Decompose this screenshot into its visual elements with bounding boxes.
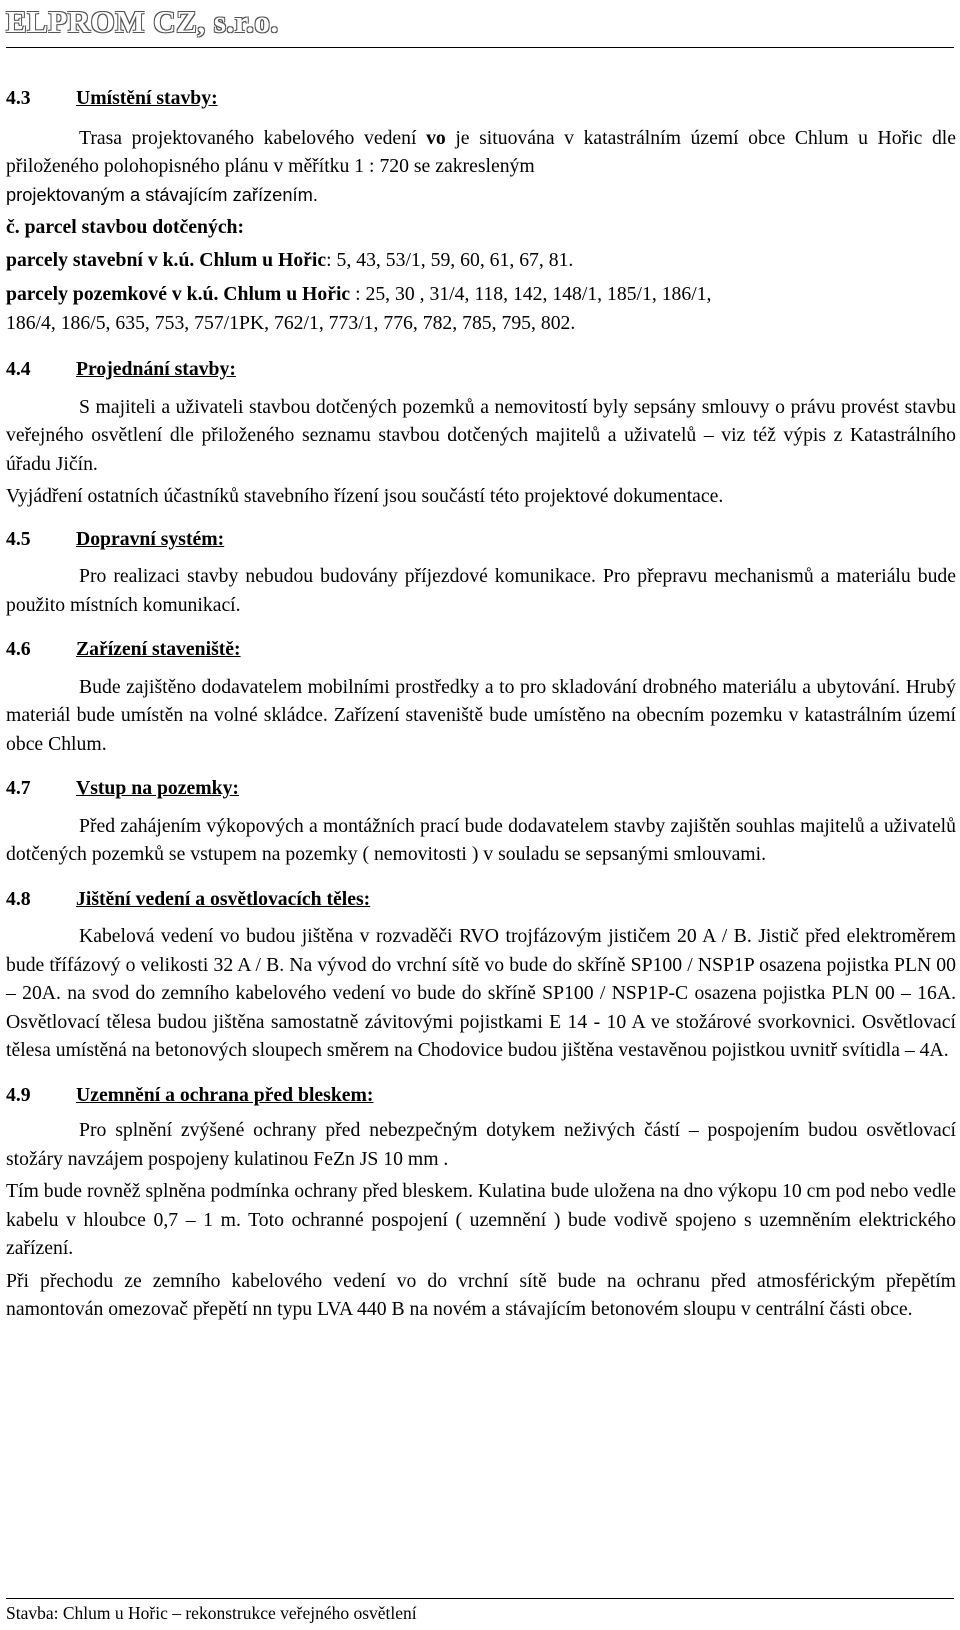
footer-text: Stavba: Chlum u Hořic – rekonstrukce veřejného osvětlení — [6, 1603, 417, 1623]
section-number: 4.5 — [6, 527, 31, 550]
footer-rule — [6, 1598, 954, 1599]
paragraph: Při přechodu ze zemního kabelového vedení vo do vrchní sítě bude na ochranu před atmosférickým přepětím namontován omezovač přepětí nn typu LVA 440 B na novém a stávajícím betonovém sloupu v centrální části obce. — [6, 1269, 956, 1320]
section-title: Vstup na pozemky: — [76, 777, 239, 799]
parcels-land-values: : 25, 30 , 31/4, 118, 142, 148/1, 185/1, 186/1, — [350, 283, 712, 305]
section-title: Jištění vedení a osvětlovacích těles: — [76, 887, 371, 910]
document-body — [6, 84, 956, 1324]
section-4-4-heading — [6, 355, 956, 384]
section-title: Projednání stavby: — [76, 358, 236, 380]
parcels-land-values-cont: 186/4, 186/5, 635, 753, 757/1PK, 762/1, 773/1, 776, 782, 785, 795, 802. — [6, 311, 576, 334]
parcels-building — [6, 246, 956, 275]
parcels-land — [6, 280, 956, 337]
text-run: je situována v katastrálním území obce Chlum u Hořic dle přiloženého polohopisného plánu v měřítku 1 : 720 se zakresleným — [6, 126, 956, 177]
section-title: Uzemnění a ochrana před bleskem: — [76, 1083, 374, 1106]
paragraph — [6, 124, 956, 181]
paragraph: Bude zajištěno dodavatelem mobilními prostředky a to pro skladování drobného materiálu a ubytování. Hrubý materiál bude umístěn na volné skládce. Zařízení staveniště bude umístěno na obecním pozemku v katastrálním území obce Chlum. — [6, 675, 956, 755]
section-4-6-heading — [6, 635, 956, 664]
section-4-5-heading — [6, 525, 956, 554]
paragraph: Vyjádření ostatních účastníků stavebního řízení jsou součástí této projektové dokumentace. — [6, 485, 724, 507]
section-title: Umístění stavby: — [76, 87, 218, 109]
section-number: 4.9 — [6, 1083, 31, 1106]
section-4-9-heading — [6, 1081, 956, 1110]
paragraph: Pro splnění zvýšené ochrany před nebezpečným dotykem neživých částí – pospojením budou osvětlovací stožáry navzájem pospojeny kulatinou FeZn JS 10 mm . — [6, 1119, 956, 1170]
section-4-8-heading — [6, 885, 956, 914]
section-title: Dopravní systém: — [76, 527, 225, 550]
section-number: 4.8 — [6, 887, 31, 910]
paragraph: Tím bude rovněž splněna podmínka ochrany před bleskem. Kulatina bude uložena na dno výkopu 10 cm pod nebo vedle kabelu v hloubce 0,7 – 1 m. Toto ochranné pospojení ( uzemnění ) bude vodivě spojeno s uzemněním elektrického zařízení. — [6, 1180, 956, 1259]
section-4-3-heading — [6, 84, 956, 113]
section-number: 4.4 — [6, 358, 31, 380]
parcels-heading: č. parcel stavbou dotčených: — [6, 216, 245, 238]
parcels-land-label: parcely pozemkové v k.ú. Chlum u Hořic — [6, 283, 351, 305]
company-header: ELPROM CZ, s.r.o. — [6, 4, 279, 39]
text-run: Trasa projektovaného kabelového vedení — [79, 126, 427, 149]
paragraph: Pro realizaci stavby nebudou budovány příjezdové komunikace. Pro přepravu mechanismů a materiálu bude použito místních komunikací. — [6, 565, 956, 616]
paragraph: Kabelová vedení vo budou jištěna v rozvaděči RVO trojfázovým jističem 20 A / B. Jistič před elektroměrem bude třífázový o velikosti 32 A / B. Na vývod do vrchní sítě vo bude do skříně SP100 / NSP1P osazena pojistka PLN 00 – 20A. na svod do zemního kabelového vedení vo bude do skříně SP100 / NSP1P-C osazena pojistka PLN 00 – 16A. Osvětlovací tělesa budou jištěna samostatně závitovými pojistkami E 14 - 10 A ve stožárové svorkovnici. Osvětlovací tělesa umístěná na betonových sloupech směrem na Chodovice budou jištěna vestavěnou pojistkou uvnitř svítidla – 4A. — [6, 925, 956, 1061]
paragraph: Před zahájením výkopových a montážních prací bude dodavatelem stavby zajištěn souhlas majitelů a uživatelů dotčených pozemků se vstupem na pozemky ( nemovitosti ) v souladu se sepsanými smlouvami. — [6, 814, 956, 865]
section-number: 4.3 — [6, 87, 31, 109]
parcels-building-values: : 5, 43, 53/1, 59, 60, 61, 67, 81. — [326, 248, 574, 271]
header-rule — [6, 47, 954, 48]
text-run: vo — [426, 126, 446, 149]
section-number: 4.6 — [6, 638, 31, 660]
section-number: 4.7 — [6, 777, 31, 799]
section-4-7-heading — [6, 774, 956, 803]
section-title: Zařízení staveniště: — [76, 638, 241, 660]
paragraph: projektovaným a stávajícím zařízením. — [6, 183, 318, 205]
parcels-building-label: parcely stavební v k.ú. Chlum u Hořic — [6, 248, 327, 271]
paragraph: S majiteli a uživateli stavbou dotčených pozemků a nemovitostí byly sepsány smlouvy o právu provést stavbu veřejného osvětlení dle přiloženého seznamu stavbou dotčených majitelů a uživatelů – viz též výpis z Katastrálního úřadu Jičín. — [6, 395, 956, 475]
